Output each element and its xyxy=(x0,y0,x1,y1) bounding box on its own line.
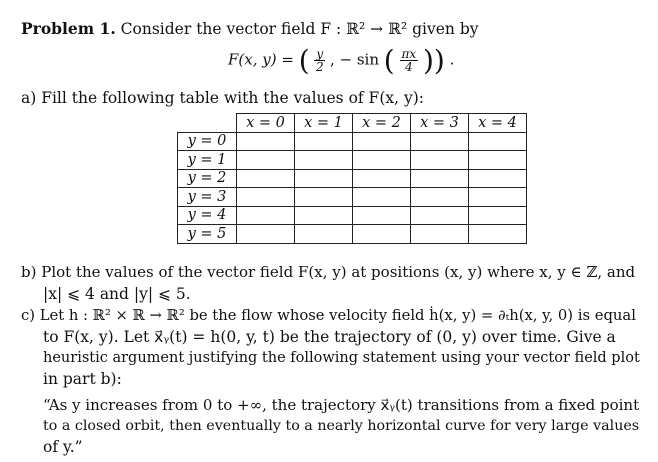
table-cell[interactable] xyxy=(469,151,527,170)
part-a-text: a) Fill the following table with the values of F(x, y): xyxy=(21,89,424,107)
part-c-line-1: c) Let h : ℝ² × ℝ → ℝ² be the flow whose velocity field ḣ(x, y) = ∂ₜh(x, y, 0) is equal xyxy=(21,307,636,324)
table-header-row xyxy=(178,114,527,133)
table-corner xyxy=(178,114,237,133)
table-cell[interactable] xyxy=(411,188,469,207)
row-header: y = 3 xyxy=(178,188,237,207)
col-header: x = 0 xyxy=(237,114,295,133)
table-cell[interactable] xyxy=(237,225,295,244)
table-cell[interactable] xyxy=(295,206,353,225)
table-cell[interactable] xyxy=(237,188,295,207)
equation-fraction-y: $\frac{y}{2}$ xyxy=(315,47,324,74)
table-cell[interactable] xyxy=(469,132,527,151)
table-cell[interactable] xyxy=(353,225,411,244)
row-header: y = 0 xyxy=(178,132,237,151)
table-cell[interactable] xyxy=(353,169,411,188)
problem-label: Problem 1. xyxy=(21,19,116,38)
table-cell[interactable] xyxy=(237,169,295,188)
part-b-line-2: |x| ⩽ 4 and |y| ⩽ 5. xyxy=(43,285,191,303)
equation-end: . xyxy=(449,50,455,69)
table-cell[interactable] xyxy=(411,151,469,170)
values-table xyxy=(177,113,527,244)
table-row xyxy=(178,132,527,151)
table-cell[interactable] xyxy=(469,169,527,188)
table-cell[interactable] xyxy=(295,225,353,244)
table-cell[interactable] xyxy=(353,151,411,170)
table-cell[interactable] xyxy=(295,188,353,207)
table-cell[interactable] xyxy=(237,132,295,151)
col-header: x = 4 xyxy=(469,114,527,133)
table-cell[interactable] xyxy=(411,132,469,151)
table-cell[interactable] xyxy=(353,132,411,151)
table-cell[interactable] xyxy=(353,188,411,207)
quote-line-3: of y.” xyxy=(43,438,83,456)
row-header: y = 2 xyxy=(178,169,237,188)
table-cell[interactable] xyxy=(237,206,295,225)
quote-line-2: to a closed orbit, then eventually to a nearly horizontal curve for very large values xyxy=(43,418,640,434)
table-cell[interactable] xyxy=(469,225,527,244)
equation-fraction-pix: $\frac{\pi x}{4}$ xyxy=(401,47,417,74)
table-cell[interactable] xyxy=(295,169,353,188)
table-cell[interactable] xyxy=(295,151,353,170)
table-row xyxy=(178,188,527,207)
table-cell[interactable] xyxy=(469,188,527,207)
part-c-line-4: in part b): xyxy=(43,370,122,388)
row-header: y = 4 xyxy=(178,206,237,225)
equation-middle: , − sin xyxy=(329,50,380,69)
table-row xyxy=(178,225,527,244)
col-header: x = 3 xyxy=(411,114,469,133)
col-header: x = 2 xyxy=(353,114,411,133)
problem-intro: Consider the vector field F : ℝ² → ℝ² given by xyxy=(120,20,479,38)
row-header: y = 5 xyxy=(178,225,237,244)
part-c-line-2: to F(x, y). Let x⃗ᵧ(t) = h(0, y, t) be the trajectory of (0, y) over time. Give a xyxy=(43,328,616,346)
table-cell[interactable] xyxy=(295,132,353,151)
table-cell[interactable] xyxy=(411,169,469,188)
table-cell[interactable] xyxy=(411,225,469,244)
table-cell[interactable] xyxy=(353,206,411,225)
part-b-line-1: b) Plot the values of the vector field F(x, y) at positions (x, y) where x, y ∈ ℤ, and xyxy=(21,263,636,281)
row-header: y = 1 xyxy=(178,151,237,170)
quote-line-1: “As y increases from 0 to +∞, the trajectory x⃗ᵧ(t) transitions from a fixed point xyxy=(43,396,640,414)
problem-intro-line xyxy=(21,19,479,39)
table-cell[interactable] xyxy=(237,151,295,170)
table-cell[interactable] xyxy=(469,206,527,225)
table-row xyxy=(178,169,527,188)
vector-field-equation: F(x, y) = ( $\frac{y}{2}$ , − sin ( $\frac{\pi x}{4}$ )) . xyxy=(228,44,455,77)
part-c-line-3: heuristic argument justifying the following statement using your vector field plot xyxy=(43,350,640,366)
col-header: x = 1 xyxy=(295,114,353,133)
table-row xyxy=(178,151,527,170)
table-row xyxy=(178,206,527,225)
equation-lhs: F(x, y) = xyxy=(228,50,294,69)
table-cell[interactable] xyxy=(411,206,469,225)
